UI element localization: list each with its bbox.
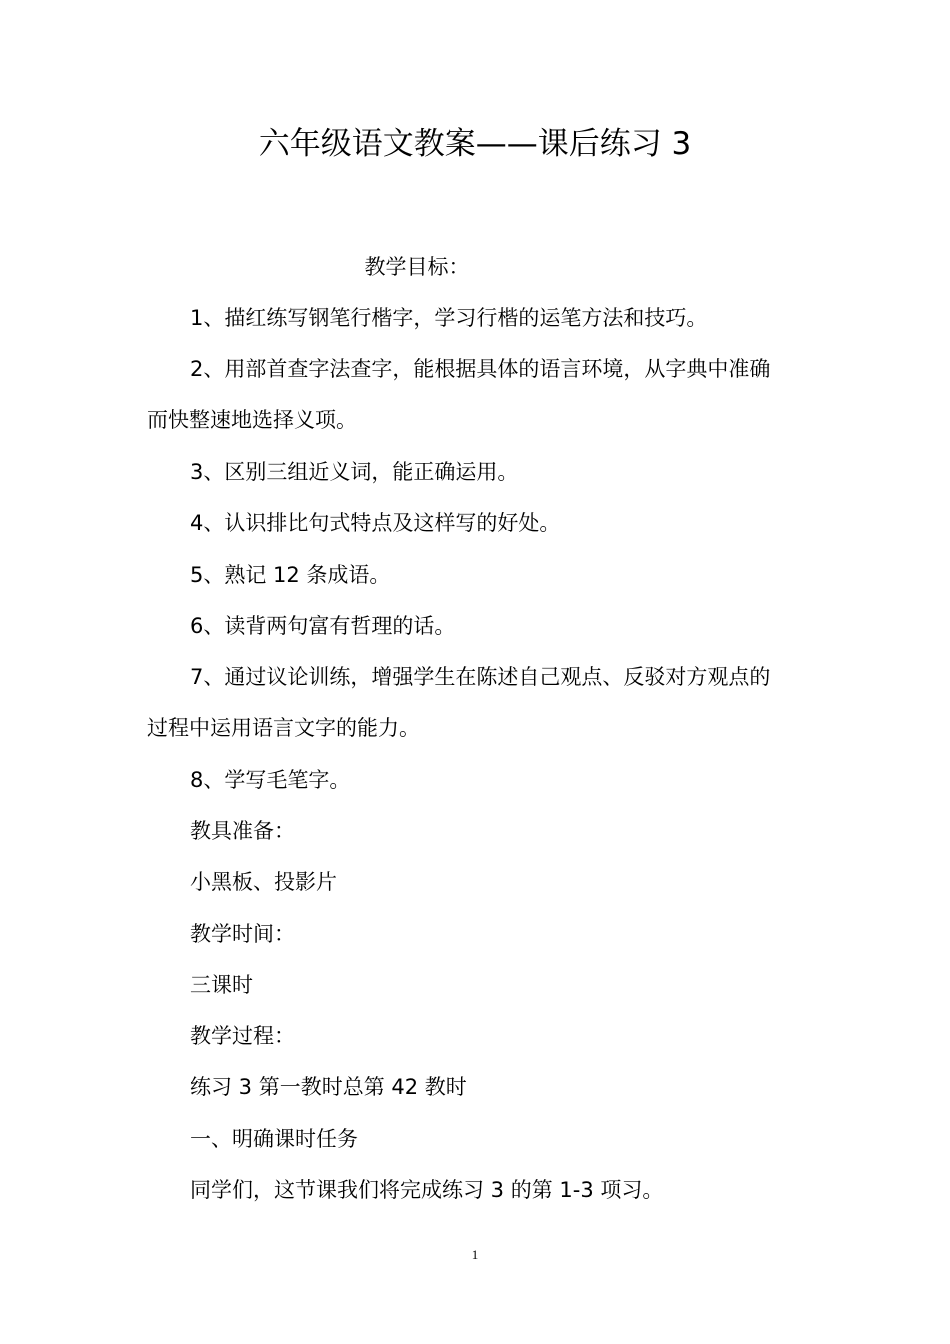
time-text: 三课时	[190, 973, 253, 997]
time-heading: 教学时间：	[190, 922, 295, 946]
tools-heading: 教具准备：	[190, 819, 295, 843]
objective-7-continued: 过程中运用语言文字的能力。	[147, 716, 420, 740]
tools-text: 小黑板、投影片	[190, 870, 337, 894]
section-one-heading: 一、明确课时任务	[190, 1127, 358, 1151]
section-one-text: 同学们，这节课我们将完成练习 3 的第 1-3 项习。	[190, 1178, 664, 1202]
page-number: 1	[471, 1247, 479, 1262]
objective-1: 1、描红练写钢笔行楷字，学习行楷的运笔方法和技巧。	[190, 306, 708, 330]
objective-3: 3、区别三组近义词，能正确运用。	[190, 460, 519, 484]
objective-8: 8、学写毛笔字。	[190, 768, 351, 792]
objective-4: 4、认识排比句式特点及这样写的好处。	[190, 511, 561, 535]
objective-2: 2、用部首查字法查字，能根据具体的语言环境，从字典中准确	[190, 357, 771, 381]
document-title: 六年级语文教案——课后练习 3	[258, 126, 692, 162]
objective-6: 6、读背两句富有哲理的话。	[190, 614, 456, 638]
objective-7: 7、通过议论训练，增强学生在陈述自己观点、反驳对方观点的	[190, 665, 771, 689]
objectives-heading: 教学目标：	[364, 255, 470, 279]
objective-5: 5、熟记 12 条成语。	[190, 563, 391, 587]
lesson-label: 练习 3 第一教时总第 42 教时	[190, 1075, 467, 1099]
objective-2-continued: 而快整速地选择义项。	[147, 408, 357, 432]
process-heading: 教学过程：	[190, 1024, 295, 1048]
